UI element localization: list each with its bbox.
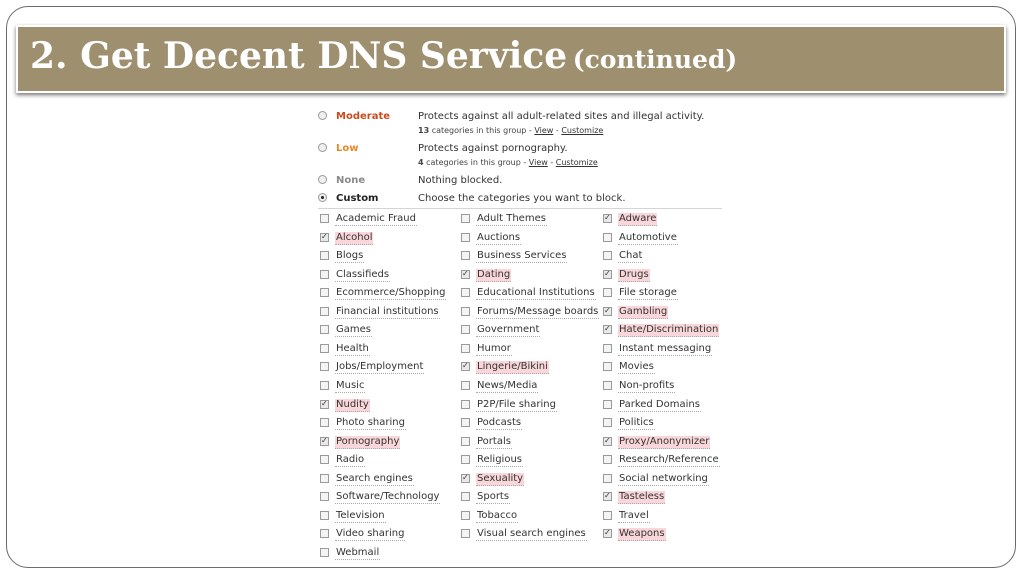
category-label[interactable]: Video sharing [336,528,405,540]
category-label[interactable]: Government [477,324,540,336]
category-label[interactable]: Auctions [477,231,521,243]
category-checkbox[interactable] [603,455,612,464]
category-checkbox[interactable] [461,270,470,279]
category-checkbox[interactable] [461,344,470,353]
category-label[interactable]: Drugs [619,268,649,280]
category-checkbox[interactable] [320,455,329,464]
custom-label: Custom [336,193,379,204]
category-checkbox[interactable] [320,492,329,501]
low-view-link[interactable]: View [528,158,548,167]
category-checkbox[interactable] [461,529,470,538]
category-label[interactable]: Educational Institutions [477,287,595,299]
moderate-separator: - [555,126,559,135]
category-checkbox[interactable] [320,529,329,538]
category-checkbox[interactable] [603,474,612,483]
category-checkbox[interactable] [461,437,470,446]
category-label[interactable]: Sports [477,491,510,503]
moderate-view-link[interactable]: View [534,126,554,135]
category-label[interactable]: Tasteless [619,491,665,503]
category-checkbox[interactable] [320,288,329,297]
low-count: 4 [418,158,424,167]
category-label[interactable]: Pornography [336,435,400,447]
moderate-count: 13 [418,126,430,135]
category-label[interactable]: Adware [619,213,657,224]
category-checkbox[interactable] [461,307,470,316]
category-label[interactable]: Religious [477,454,522,466]
category-label[interactable]: Alcohol [336,231,373,243]
low-subtext [418,158,598,167]
category-label[interactable]: Webmail [336,546,380,558]
category-checkbox[interactable] [603,511,612,520]
category-checkbox[interactable] [461,288,470,297]
category-checkbox[interactable] [603,233,612,242]
category-label[interactable]: Tobacco [477,509,518,521]
moderate-label: Moderate [336,111,391,122]
category-checkbox[interactable] [320,325,329,334]
category-checkbox[interactable] [320,511,329,520]
category-checkbox[interactable] [320,214,329,223]
category-checkbox[interactable] [320,474,329,483]
category-label[interactable]: Research/Reference [619,454,719,466]
category-checkbox[interactable] [461,325,470,334]
category-checkbox[interactable] [603,344,612,353]
moderate-subtext [418,126,603,135]
category-label[interactable]: Visual search engines [477,528,586,540]
none-label: None [336,175,366,186]
category-label[interactable]: Instant messaging [619,342,712,354]
category-label[interactable]: Nudity [336,398,369,410]
category-checkbox[interactable] [461,251,470,260]
category-checkbox[interactable] [461,400,470,409]
category-checkbox[interactable] [461,362,470,371]
category-checkbox[interactable] [603,362,612,371]
category-label[interactable]: Social networking [619,472,708,484]
category-label[interactable]: Forums/Message boards [477,305,599,317]
custom-radio[interactable] [318,193,327,202]
category-label[interactable]: Radio [336,454,365,466]
category-checkbox[interactable] [461,474,470,483]
category-label[interactable]: Games [336,324,371,336]
category-checkbox[interactable] [320,233,329,242]
category-label[interactable]: Lingerie/Bikini [477,361,548,373]
category-label[interactable]: Jobs/Employment [336,361,424,373]
category-label[interactable]: Portals [477,435,511,447]
category-checkbox[interactable] [461,381,470,390]
category-label[interactable]: Parked Domains [619,398,700,410]
category-checkbox[interactable] [603,400,612,409]
category-label[interactable]: Non-profits [619,379,675,391]
category-checkbox[interactable] [603,288,612,297]
category-label[interactable]: Academic Fraud [336,213,416,224]
title-banner [16,25,1006,93]
category-label[interactable]: Blogs [336,250,364,262]
category-checkbox[interactable] [603,307,612,316]
category-checkbox[interactable] [320,362,329,371]
category-label[interactable]: Classifieds [336,268,390,280]
category-label[interactable]: P2P/File sharing [477,398,556,410]
category-label[interactable]: Politics [619,417,654,429]
category-label[interactable]: Sexuality [477,472,524,484]
category-checkbox[interactable] [320,548,329,557]
category-label[interactable]: Podcasts [477,417,522,429]
category-label[interactable]: Proxy/Anonymizer [619,435,710,447]
category-checkbox[interactable] [320,344,329,353]
category-label[interactable]: Photo sharing [336,417,405,429]
category-label[interactable]: Automotive [619,231,677,243]
category-checkbox[interactable] [603,270,612,279]
category-checkbox[interactable] [320,400,329,409]
slide-title-sub: (continued) [572,45,738,74]
category-label[interactable]: Travel [619,509,649,521]
divider [318,208,722,209]
category-checkbox[interactable] [603,214,612,223]
category-label[interactable]: Television [336,509,385,521]
none-radio[interactable] [318,175,327,184]
moderate-radio[interactable] [318,111,327,120]
category-checkbox[interactable] [461,455,470,464]
category-checkbox[interactable] [320,418,329,427]
custom-description: Choose the categories you want to block. [418,193,626,204]
category-checkbox[interactable] [603,492,612,501]
category-label[interactable]: Hate/Discrimination [619,324,719,336]
slide-title-main: 2. Get Decent DNS Service [30,35,568,77]
category-label[interactable]: Software/Technology [336,491,440,503]
category-label[interactable]: Health [336,342,369,354]
category-label[interactable]: File storage [619,287,677,299]
category-label[interactable]: Humor [477,342,511,354]
category-checkbox[interactable] [461,214,470,223]
low-customize-link[interactable]: Customize [555,158,598,167]
none-description: Nothing blocked. [418,175,503,186]
category-checkbox[interactable] [603,251,612,260]
category-label[interactable]: Adult Themes [477,213,546,224]
category-label[interactable]: News/Media [477,379,538,391]
category-label[interactable]: Business Services [477,250,567,262]
category-label[interactable]: Search engines [336,472,413,484]
low-count-text: categories in this group - [426,158,527,167]
moderate-description: Protects against all adult-related sites and illegal activity. [418,111,705,122]
category-checkbox[interactable] [320,307,329,316]
moderate-count-text: categories in this group - [431,126,532,135]
category-checkbox[interactable] [603,325,612,334]
category-label[interactable]: Chat [619,250,643,262]
category-checkbox[interactable] [461,492,470,501]
category-label[interactable]: Dating [477,268,511,280]
low-radio[interactable] [318,143,327,152]
low-separator: - [550,158,554,167]
category-label[interactable]: Financial institutions [336,305,439,317]
category-checkbox[interactable] [603,381,612,390]
category-label[interactable]: Ecommerce/Shopping [336,287,446,299]
category-checkbox[interactable] [461,418,470,427]
category-label[interactable]: Music [336,379,365,391]
category-checkbox[interactable] [461,233,470,242]
category-checkbox[interactable] [603,529,612,538]
category-label[interactable]: Movies [619,361,654,373]
low-label: Low [336,143,359,154]
category-checkbox[interactable] [320,381,329,390]
moderate-customize-link[interactable]: Customize [561,126,604,135]
category-checkbox[interactable] [603,437,612,446]
category-label[interactable]: Weapons [619,528,665,540]
category-checkbox[interactable] [461,511,470,520]
category-checkbox[interactable] [320,437,329,446]
category-checkbox[interactable] [320,270,329,279]
low-description: Protects against pornography. [418,143,568,154]
category-checkbox[interactable] [603,418,612,427]
category-checkbox[interactable] [320,251,329,260]
slide-title [30,35,737,77]
category-label[interactable]: Gambling [619,305,668,317]
